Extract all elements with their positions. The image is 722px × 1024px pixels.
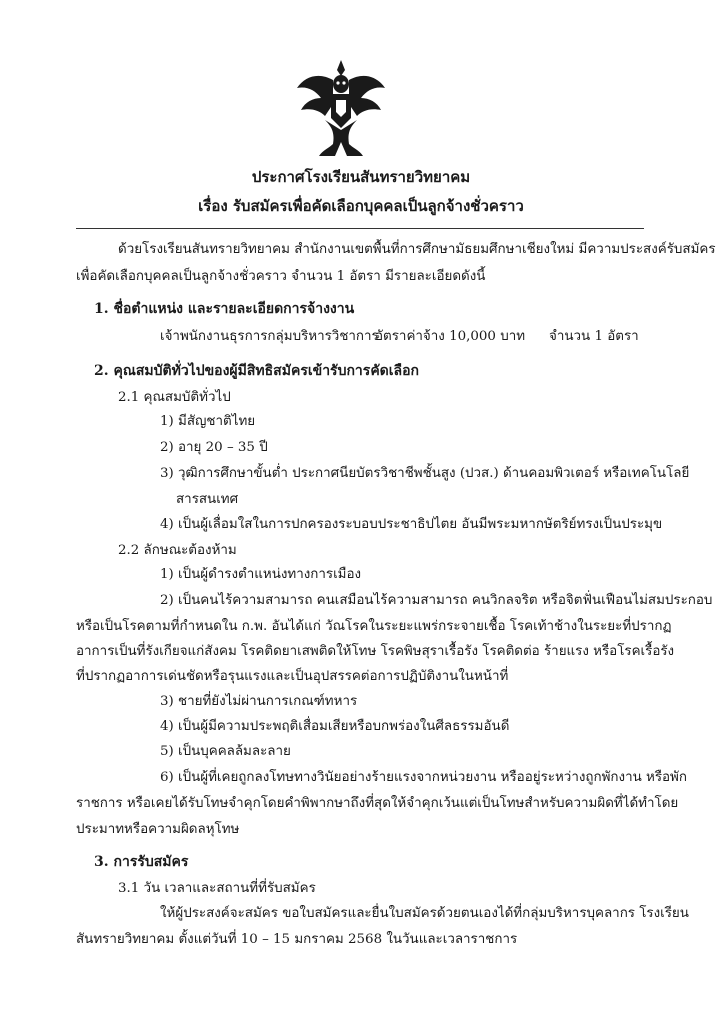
position-name: เจ้าพนักงานธุรการกลุ่มบริหารวิชาการ	[160, 329, 379, 344]
section-1-heading: 1. ชื่อตำแหน่ง และรายละเอียดการจ้างงาน	[94, 301, 355, 317]
qualification-3: 3) วุฒิการศึกษาขั้นต่ำ ประกาศนียบัตรวิชาชีพชั้นสูง (ปวส.) ด้านคอมพิวเตอร์ หรือเทคโนโลยี	[160, 466, 690, 481]
prohibition-6-cont-2: ประมาทหรือความผิดลหุโทษ	[76, 822, 240, 837]
prohibition-4: 4) เป็นผู้มีความประพฤติเสื่อมเสียหรือบกพร่องในศีลธรรมอันดี	[160, 719, 510, 734]
application-line-1: ให้ผู้ประสงค์จะสมัคร ขอใบสมัครและยื่นใบสมัครด้วยตนเองได้ที่กลุ่มบริหารบุคลากร โรงเรียน	[160, 906, 689, 921]
qualification-4: 4) เป็นผู้เลื่อมใสในการปกครองระบอบประชาธิปไตย อันมีพระมหากษัตริย์ทรงเป็นประมุข	[160, 517, 663, 532]
header-divider	[76, 228, 644, 229]
prohibition-6: 6) เป็นผู้ที่เคยถูกลงโทษทางวินัยอย่างร้ายแรงจากหน่วยงาน หรืออยู่ระหว่างถูกพักงาน หรือพัก	[160, 770, 687, 785]
prohibition-6-cont-1: ราชการ หรือเคยได้รับโทษจำคุกโดยคำพิพากษาถึงที่สุดให้จำคุกเว้นแต่เป็นโทษสำหรับความผิดที่ได้ทำโดย	[76, 796, 679, 811]
intro-line-1: ด้วยโรงเรียนสันทรายวิทยาคม สำนักงานเขตพื้นที่การศึกษามัธยมศึกษาเชียงใหม่ มีความประสงค์รับสมัคร	[118, 242, 716, 257]
section-2-heading: 2. คุณสมบัติทั่วไปของผู้มีสิทธิสมัครเข้ารับการคัดเลือก	[94, 363, 420, 379]
section-3-heading: 3. การรับสมัคร	[94, 854, 189, 870]
prohibition-3: 3) ชายที่ยังไม่ผ่านการเกณฑ์ทหาร	[160, 694, 358, 709]
prohibition-2-cont-3: ที่ปรากฏอาการเด่นชัดหรือรุนแรงและเป็นอุปสรรคต่อการปฏิบัติงานในหน้าที่	[76, 669, 509, 684]
qualification-2: 2) อายุ 20 – 35 ปี	[160, 440, 268, 455]
position-wage: อัตราค่าจ้าง 10,000 บาท	[375, 329, 526, 344]
subsection-2-2: 2.2 ลักษณะต้องห้าม	[118, 543, 237, 558]
announcement-subject: เรื่อง รับสมัครเพื่อคัดเลือกบุคคลเป็นลูกจ้างชั่วคราว	[198, 197, 524, 215]
qualification-1: 1) มีสัญชาติไทย	[160, 414, 256, 429]
subsection-3-1: 3.1 วัน เวลาและสถานที่ที่รับสมัคร	[118, 881, 316, 896]
application-line-2: สันทรายวิทยาคม ตั้งแต่วันที่ 10 – 15 มกราคม 2568 ในวันและเวลาราชการ	[76, 932, 518, 947]
position-count: จำนวน 1 อัตรา	[549, 329, 639, 344]
prohibition-2: 2) เป็นคนไร้ความสามารถ คนเสมือนไร้ความสามารถ คนวิกลจริต หรือจิตฟั่นเฟือนไม่สมประกอบ	[160, 593, 713, 608]
intro-line-2: เพื่อคัดเลือกบุคคลเป็นลูกจ้างชั่วคราว จำนวน 1 อัตรา มีรายละเอียดดังนี้	[76, 269, 486, 284]
prohibition-2-cont-2: อาการเป็นที่รังเกียจแก่สังคม โรคติดยาเสพติดให้โทษ โรคพิษสุราเรื้อรัง โรคติดต่อ ร้ายแรง หรือโรคเรื้อรัง	[76, 644, 675, 659]
qualification-3-cont: สารสนเทศ	[176, 492, 239, 507]
announcement-title: ประกาศโรงเรียนสันทรายวิทยาคม	[251, 168, 471, 186]
prohibition-2-cont-1: หรือเป็นโรคตามที่กำหนดใน ก.พ. อันได้แก่ วัณโรคในระยะแพร่กระจายเชื้อ โรคเท้าช้างในระยะที่ปรากฏ	[76, 619, 672, 634]
prohibition-5: 5) เป็นบุคคลล้มละลาย	[160, 744, 291, 759]
subsection-2-1: 2.1 คุณสมบัติทั่วไป	[118, 390, 231, 405]
garuda-emblem-icon	[295, 58, 387, 158]
prohibition-1: 1) เป็นผู้ดำรงตำแหน่งทางการเมือง	[160, 567, 362, 582]
